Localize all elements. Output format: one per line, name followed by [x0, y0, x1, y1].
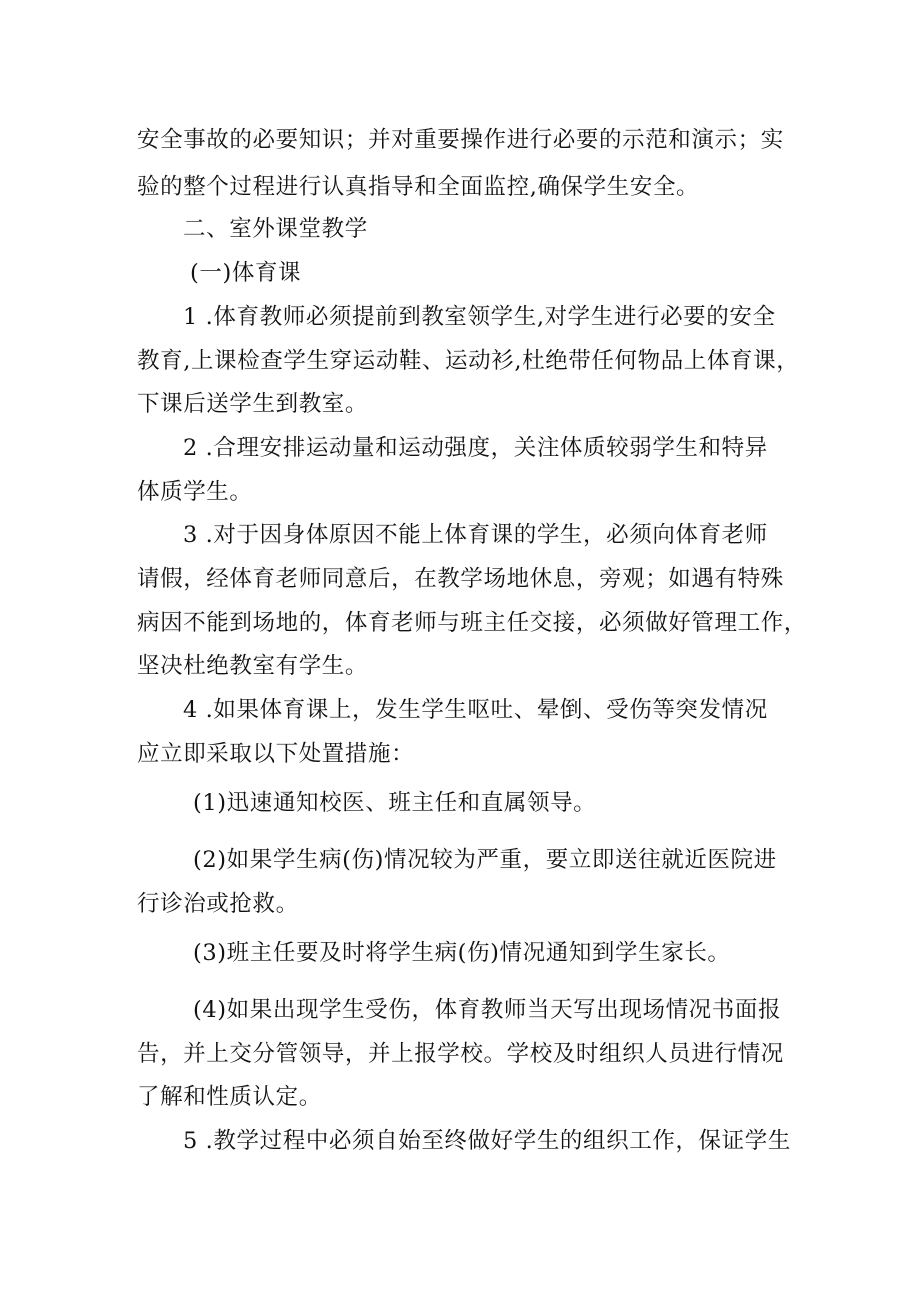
text-line: 3 .对于因身体原因不能上体育课的学生，必须向体育老师	[183, 522, 768, 548]
list-item: (2)如果学生病(伤)情况较为严重，要立即送往就近医院进	[193, 847, 777, 873]
text-line: 坚决杜绝教室有学生。	[137, 653, 369, 679]
text-line: 行诊治或抢救。	[137, 891, 299, 917]
text-line: 4 .如果体育课上，发生学生呕吐、晕倒、受伤等突发情况	[183, 697, 768, 723]
text-line: 5 .教学过程中必须自始至终做好学生的组织工作，保证学生	[183, 1128, 791, 1154]
text-line: 下课后送学生到教室。	[137, 391, 369, 417]
text-line: 应立即采取以下处置措施：	[137, 741, 415, 767]
text-line: 1 .体育教师必须提前到教室领学生,对学生进行必要的安全	[183, 304, 776, 330]
list-item: (1)迅速通知校医、班主任和直属领导。	[193, 790, 597, 816]
text-line: 病因不能到场地的，体育老师与班主任交接，必须做好管理工作，	[137, 610, 807, 636]
text-line: 体质学生。	[137, 479, 253, 505]
section-heading: 二、室外课堂教学	[183, 216, 368, 242]
list-item: (3)班主任要及时将学生病(伤)情况通知到学生家长。	[193, 940, 731, 966]
text-line: 请假，经体育老师同意后，在教学场地休息，旁观；如遇有特殊	[137, 566, 784, 592]
text-line: 安全事故的必要知识；并对重要操作进行必要的示范和演示；实	[137, 127, 784, 153]
text-line: 了解和性质认定。	[137, 1084, 322, 1110]
subsection-heading: (一)体育课	[190, 260, 302, 286]
text-line: 2 .合理安排运动量和运动强度，关注体质较弱学生和特异	[183, 435, 768, 461]
text-line: 验的整个过程进行认真指导和全面监控,确保学生安全。	[137, 174, 700, 200]
text-line: 教育,上课检查学生穿运动鞋、运动衫,杜绝带任何物品上体育课，	[137, 348, 800, 374]
list-item: (4)如果出现学生受伤，体育教师当天写出现场情况书面报	[193, 997, 782, 1023]
text-line: 告，并上交分管领导，并上报学校。学校及时组织人员进行情况	[137, 1041, 784, 1067]
